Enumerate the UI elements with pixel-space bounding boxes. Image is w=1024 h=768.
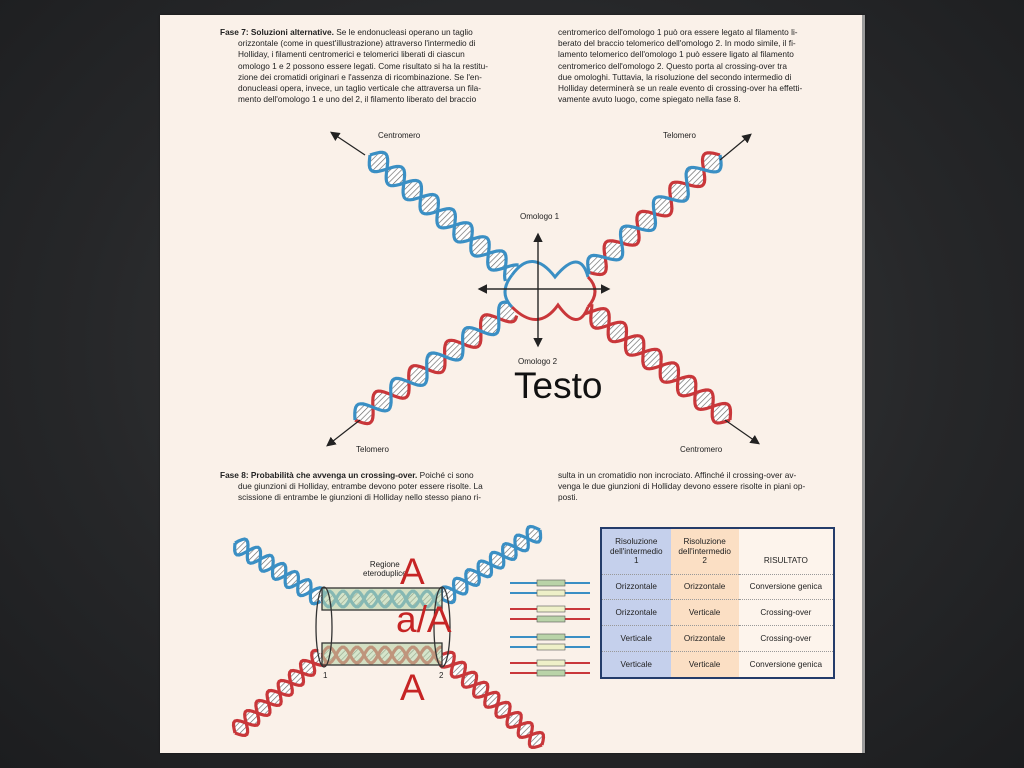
header-line: Risoluzione <box>615 537 658 546</box>
table-cell: Crossing-over <box>739 625 834 651</box>
overlay-text-a-slash-a: a/A <box>396 599 452 640</box>
header-line: 1 <box>633 556 639 565</box>
fase7-line: Holliday, i filamenti centromerici e telomerici liberati di ciascun <box>238 49 465 60</box>
table-cell: Verticale <box>671 651 739 678</box>
dna-helix-2-upper-right <box>441 527 540 603</box>
table-cell: Conversione genica <box>739 651 834 678</box>
table-row <box>601 600 834 626</box>
header-risultato <box>739 528 834 574</box>
fase8-line: venga le due giunzioni di Holliday devono essere risolte in piani op- <box>558 481 806 492</box>
overlay-text-testo: Testo <box>514 365 603 406</box>
textbook-page <box>160 15 865 753</box>
resolution-results-table <box>600 527 835 679</box>
header-line: 2 <box>702 556 707 565</box>
fase7-line: vamente avuto luogo, come spiegato nella fase 8. <box>558 94 741 105</box>
central-junction <box>505 261 595 319</box>
fase7-line: due omologhi. Tuttavia, la risoluzione del secondo intermedio di <box>558 71 792 82</box>
heteroduplex-patch <box>537 580 565 586</box>
label-centromero-bottom: Centromero <box>680 445 723 454</box>
fase8-line: posti. <box>558 492 578 503</box>
fase7-line: omologo 1 e 2 possono essere legati. Come risultato si ha la restitu- <box>238 60 488 71</box>
dna-helix-upper-right <box>587 153 721 275</box>
header-line: RISULTATO <box>763 556 808 565</box>
fase8-heading: Fase 8: Probabilità che avvenga un crossing-over. <box>220 470 418 480</box>
heteroduplex-patch <box>537 616 565 622</box>
fase7-line: centromerico dell'omologo 1 può ora essere legato al filamento li- <box>558 27 798 37</box>
heteroduplex-patch <box>537 606 565 612</box>
header-line: Risoluzione <box>683 537 726 546</box>
label-eteroduplice: eteroduplice <box>363 569 407 578</box>
table-cell: Verticale <box>601 651 671 678</box>
fase7-line: Se le endonucleasi operano un taglio <box>336 27 473 37</box>
heteroduplex-patch <box>537 644 565 650</box>
table-cell: Conversione genica <box>739 574 834 600</box>
fase7-line: donucleasi opera, invece, un taglio verticale che attraversa un fila- <box>238 83 482 94</box>
table-cell: Crossing-over <box>739 600 834 626</box>
junction-1-label: 1 <box>323 671 328 680</box>
heteroduplex-patch <box>537 670 565 676</box>
fase8-line: Poiché ci sono <box>419 470 474 480</box>
fase7-line: orizzontale (come in quest'illustrazione) attraverso l'intermedio di <box>238 38 476 49</box>
dna-helix-upper-left <box>369 152 518 281</box>
table-cell: Orizzontale <box>671 574 739 600</box>
dna-helix-2-lower-left <box>234 650 326 735</box>
header-intermedio-2 <box>671 528 739 574</box>
table-header-row <box>601 528 834 574</box>
table-row <box>601 574 834 600</box>
heteroduplex-patch <box>537 660 565 666</box>
label-omologo-2: Omologo 2 <box>518 357 558 366</box>
fase8-right-text <box>558 470 838 504</box>
fase7-heading: Fase 7: Soluzioni alternative. <box>220 27 334 37</box>
table-cell: Verticale <box>671 600 739 626</box>
fase7-line: Holliday determinerà se un reale evento di crossing-over ha effetti- <box>558 83 803 94</box>
header-line: dell'intermedio <box>609 546 663 556</box>
header-line: dell'intermedio <box>678 546 731 556</box>
dna-helix-2-lower-right <box>440 652 543 747</box>
label-telomero-top: Telomero <box>663 131 696 140</box>
dna-helix-lower-right <box>584 304 730 423</box>
table-row <box>601 651 834 678</box>
fase8-left-text <box>220 470 522 504</box>
fase7-line: mento dell'omologo 1 e uno del 2, il filamento liberato del braccio <box>238 94 477 105</box>
fase7-line: lamento telomerico dell'omologo 1 può essere ligato al filamento <box>558 49 794 60</box>
fase7-line: centromerico dell'omologo 2. Questo porta al crossing-over tra <box>558 60 787 71</box>
fase8-line: sulta in un cromatidio non incrociato. Affinché il crossing-over av- <box>558 470 797 480</box>
fase7-line: berato del braccio telomerico dell'omologo 2. In modo simile, il fi- <box>558 38 796 49</box>
fase8-line: due giunzioni di Holliday, entrambe devono poter essere risolte. La <box>238 481 483 492</box>
header-intermedio-1 <box>601 528 671 574</box>
fase7-line: zione dei cromatidi originari e l'assenza di ricombinazione. Se l'en- <box>238 71 482 82</box>
overlay-text-a-top: A <box>400 551 425 592</box>
overlay-text-a-bottom: A <box>400 667 425 708</box>
table-cell: Orizzontale <box>671 625 739 651</box>
table-row <box>601 625 834 651</box>
junction-2-label: 2 <box>439 671 444 680</box>
dna-helix-lower-left <box>355 302 517 424</box>
outcome-strands <box>510 580 590 676</box>
table-cell: Orizzontale <box>601 574 671 600</box>
table-cell: Orizzontale <box>601 600 671 626</box>
table-cell: Verticale <box>601 625 671 651</box>
label-centromero-top: Centromero <box>378 131 421 140</box>
heteroduplex-patch <box>537 634 565 640</box>
label-regione: Regione <box>369 560 400 569</box>
heteroduplex-patch <box>537 590 565 596</box>
dna-helix-2-upper-left <box>235 539 324 604</box>
label-omologo-1: Omologo 1 <box>520 212 560 221</box>
fase8-line: scissione di entrambe le giunzioni di Holliday nello stesso piano ri- <box>238 492 482 503</box>
label-telomero-bottom: Telomero <box>356 445 389 454</box>
